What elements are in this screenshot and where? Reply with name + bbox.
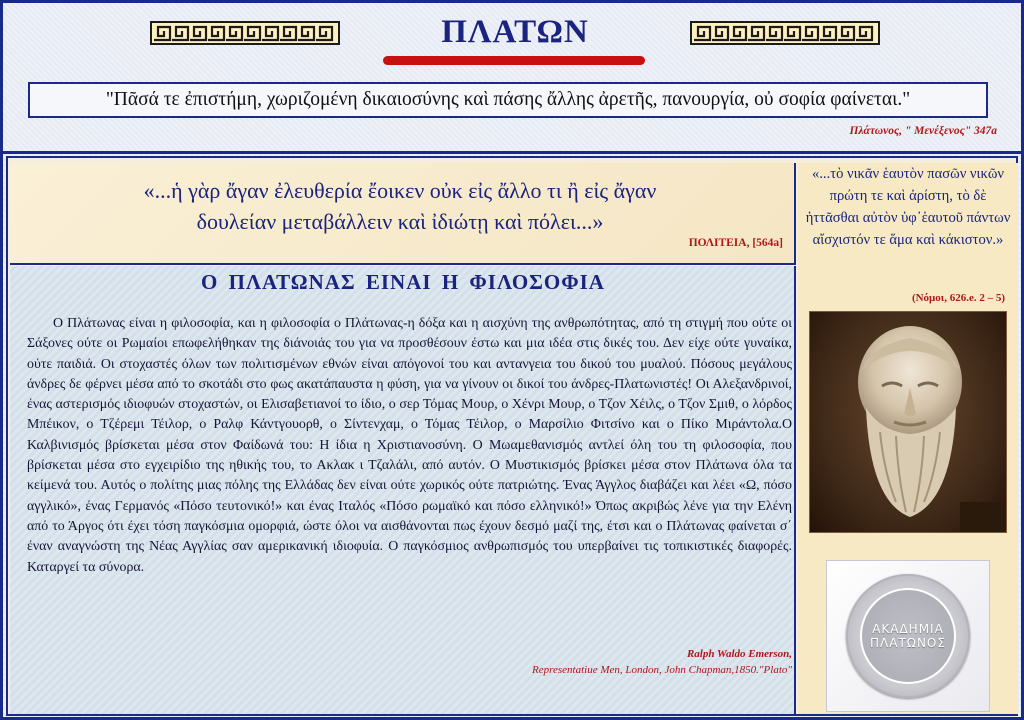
plato-bust-image xyxy=(809,311,1007,533)
header-quote-citation: Πλάτωνος, " Μενέξενος" 347a xyxy=(849,125,997,137)
feature-quote-line-2: δουλείαν μεταβάλλειν καὶ ἰδιώτῃ καὶ πόλει...» xyxy=(196,209,604,234)
title-underline-bar xyxy=(383,56,645,65)
seal-line-2: ΠΛΑΤΩΝΟΣ xyxy=(870,636,946,650)
side-quote-citation: (Νόμοι, 626.e. 2 – 5) xyxy=(911,292,1005,304)
meander-ornament-left xyxy=(150,21,340,45)
article-body: Ο Πλάτωνας είναι η φιλοσοφία, και η φιλοσοφία ο Πλάτωνας-η δόξα και η αισχύνη της ανθρωπότητας, από τη στιγμή που ούτε οι Σάξονες ούτε οι Ρωμαίοι επωφελήθηκαν της διάνοιάς του για να προσθέσουν έστω και μια ιδέα στις δικές του. Δεν είχε ούτε γυναίκα, ούτε παιδιά. Οι στοχαστές όλων των πολιτισμένων εθνών είναι απόγονοί του και αντανγεια του δικού του μυαλού. Πόσους μεγάλους άνδρες δε φέρνει μέσα από το σκοτάδι στο φως ακατάπαυστα η φύση, για να γίνουν οι δικοί του άνδρες-Πλατωνιστές! Οι Αλεξανδρινοί, ένας αστερισμός ιδιοφυών στοχαστών, οι Ελισαβετιανοί το ίδιο, ο σερ Τόμας Μουρ, ο Χένρι Μουρ, ο Τζον Χέιλς, ο Τζον Σμιθ, ο λόρδος Μπέικον, ο Τζέρεμι Τέιλορ, ο Ραλφ Κάντγουορθ, ο Σίντενχαμ, ο Τόμας Τέιλορ, ο Μαρσίλιο Φιτσίνο και ο Πίκο Μιράντολα.Ο Καλβινισμός βρίσκεται μέσα στον Φαίδωνά του: Η ίδια η Χριστιανοσύνη. Ο Μωαμεθανισμός αντλεί όλη του τη φιλοσοφία, που βρίσκεται μέσα στο εγχειρίδιο της ηθικής του, το Ακλακ ι Τζαλάλι, από αυτόν. Ο Μυστικισμός βρίσκει μέσα στον Πλάτωνα όλα τα κείμενά του. Αυτός ο πολίτης μιας πόλης της Ελλάδας δεν είναι ούτε χωρικός ούτε πατριώτης. Ένας Άγγλος διαβάζει και λέει «Ω, πόσο αγγλικό», ένας Γερμανός «Πόσο τευτονικό!» και ένας Ιταλός «Πόσο ρωμαϊκό και πόσο ελληνικό!» Όπως ακριβώς λένε για την Ελένη από το Άργος ότι έχει τόση παγκόσμια ομορφιά, ώστε όλοι να αισθάνονται πως έχουν δεσμό μαζί της, έτσι και ο Πλάτωνας φαίνεται σ΄ έναν αναγνώστη της Νέας Αγγλίας σαν αμερικανική ιδιοφυία. Ο παγκόσμιος ανθρωπισμός του υπερβαίνει τις τοπικιστικές διαφορές. Καταργεί τα σύνορα. xyxy=(27,316,792,575)
header-quote: "Πᾶσά τε ἐπιστήμη, χωριζομένη δικαιοσύνης καὶ πάσης ἄλλης ἀρετῆς, πανουργία, οὐ σοφία φαίνεται." xyxy=(105,89,911,110)
academy-seal-icon xyxy=(846,574,970,698)
header-separator xyxy=(3,151,1021,154)
seal-line-1: ΑΚΑΔΗΜΙΑ xyxy=(872,622,944,636)
site-title: ΠΛΑΤΩΝ xyxy=(441,14,589,50)
feature-quote xyxy=(40,175,760,237)
article-title: Ο ΠΛΑΤΩΝΑΣ ΕΙΝΑΙ Η ΦΙΛΟΣΟΦΙΑ xyxy=(201,270,605,294)
academy-seal-box xyxy=(826,560,990,712)
feature-quote-citation: ΠΟΛΙΤΕΙΑ, [564a] xyxy=(688,237,783,249)
feature-quote-panel xyxy=(10,163,796,265)
article-panel xyxy=(10,266,796,714)
feature-quote-line-1: «...ἡ γὰρ ἄγαν ἐλευθερία ἔοικεν οὐκ εἰς ἄλλο τι ἢ εἰς ἄγαν xyxy=(143,178,657,203)
academy-seal-text xyxy=(860,588,956,684)
meander-ornament-right xyxy=(690,21,880,45)
header-quote-box xyxy=(28,82,988,118)
side-quote: «...τὸ νικᾶν ἑαυτὸν πασῶν νικῶν πρώτη τε καὶ ἀρίστη, τὸ δὲ ἡττᾶσθαι αὐτὸν ὑφ᾽ἑαυτοῦ πάντων αἴσχιστόν τε ἅμα καὶ κάκιστον.» xyxy=(805,166,1011,248)
article-author: Ralph Waldo Emerson, xyxy=(686,648,792,660)
article-source: Representatiue Men, London, John Chapman,1850."Plato" xyxy=(532,664,792,676)
